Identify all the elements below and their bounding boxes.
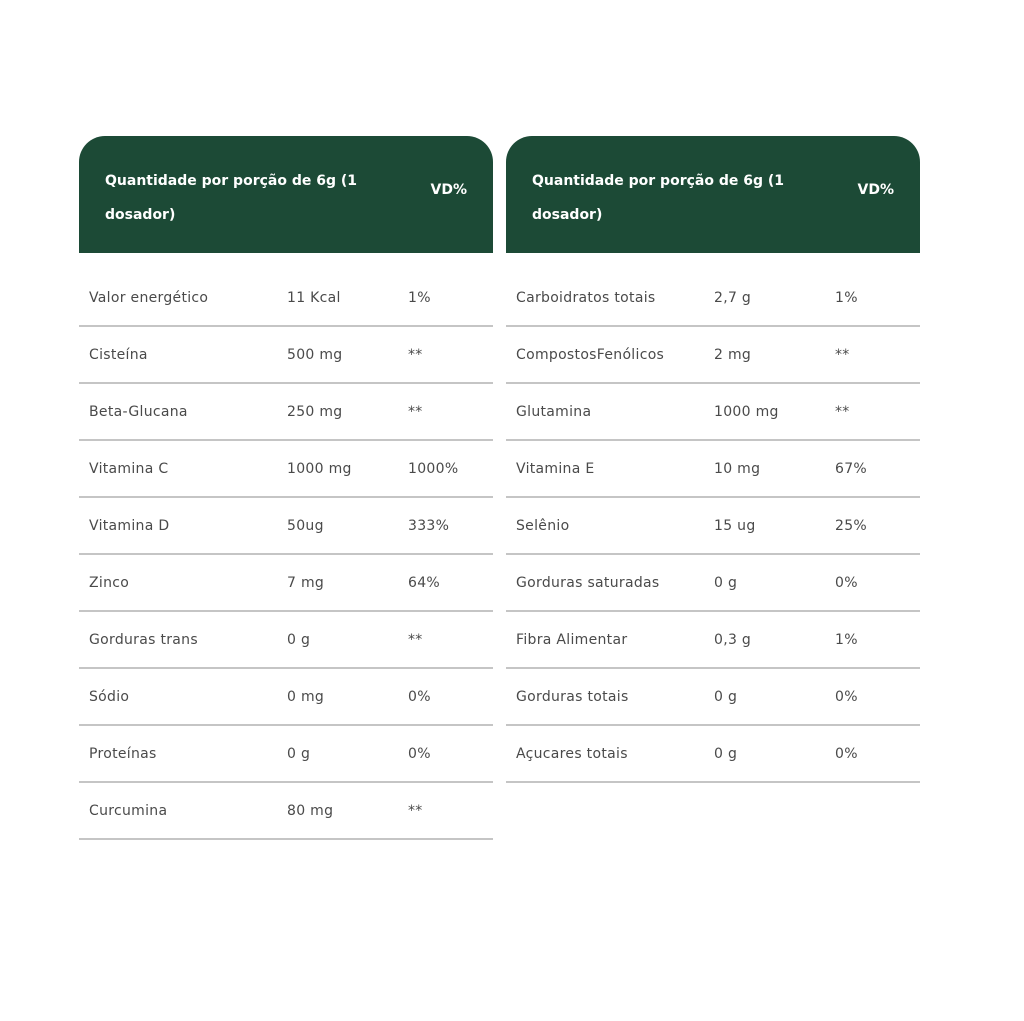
nutrient-daily-value: ** [835, 347, 850, 363]
table-header [506, 136, 920, 253]
nutrient-daily-value: 67% [835, 461, 868, 477]
nutrient-name: Fibra Alimentar [516, 632, 628, 648]
nutrient-amount: 50ug [287, 518, 324, 534]
nutrient-name: Gorduras totais [516, 689, 629, 705]
table-row [506, 726, 920, 783]
nutrient-amount: 1000 mg [714, 404, 779, 420]
table-row [79, 270, 493, 327]
nutrient-amount: 500 mg [287, 347, 343, 363]
table-row [506, 327, 920, 384]
nutrient-name: Açucares totais [516, 746, 628, 762]
table-row [79, 498, 493, 555]
nutrient-amount: 0 g [287, 632, 311, 648]
table-row [79, 555, 493, 612]
nutrition-table-left [79, 136, 493, 840]
table-row [79, 783, 493, 840]
table-row [506, 555, 920, 612]
nutrient-amount: 0 g [714, 689, 738, 705]
nutrient-daily-value: 333% [408, 518, 450, 534]
nutrient-daily-value: 1% [835, 632, 858, 648]
nutrient-daily-value: 1000% [408, 461, 459, 477]
table-body [79, 270, 493, 840]
table-row [506, 384, 920, 441]
nutrient-amount: 250 mg [287, 404, 343, 420]
table-row [79, 669, 493, 726]
nutrient-name: Proteínas [89, 746, 157, 762]
nutrient-name: Beta-Glucana [89, 404, 188, 420]
nutrient-name: Curcumina [89, 803, 168, 819]
nutrient-name: Zinco [89, 575, 130, 591]
nutrient-name: Cisteína [89, 347, 148, 363]
nutrient-amount: 11 Kcal [287, 290, 341, 306]
table-row [79, 441, 493, 498]
nutrient-daily-value: 0% [835, 575, 858, 591]
table-row [506, 498, 920, 555]
nutrient-name: Sódio [89, 689, 130, 705]
nutrient-amount: 0 mg [287, 689, 325, 705]
nutrient-daily-value: 0% [408, 689, 431, 705]
nutrient-daily-value: ** [408, 803, 423, 819]
nutrient-amount: 2 mg [714, 347, 752, 363]
nutrient-daily-value: ** [408, 347, 423, 363]
nutrient-name: Valor energético [89, 290, 209, 306]
table-header [79, 136, 493, 253]
nutrient-daily-value: 0% [835, 746, 858, 762]
table-row [506, 669, 920, 726]
nutrient-daily-value: 0% [835, 689, 858, 705]
nutrient-daily-value: ** [835, 404, 850, 420]
nutrient-name: Selênio [516, 518, 570, 534]
nutrient-name: Gorduras trans [89, 632, 198, 648]
nutrient-daily-value: ** [408, 404, 423, 420]
nutrient-daily-value: ** [408, 632, 423, 648]
table-row [79, 612, 493, 669]
serving-size-label: Quantidade por porção de 6g (1 dosador) [532, 173, 784, 223]
nutrient-amount: 1000 mg [287, 461, 352, 477]
table-body [506, 270, 920, 783]
nutrient-amount: 2,7 g [714, 290, 752, 306]
table-row [506, 441, 920, 498]
table-row [79, 726, 493, 783]
nutrient-amount: 10 mg [714, 461, 761, 477]
nutrient-amount: 7 mg [287, 575, 325, 591]
nutrient-amount: 0 g [287, 746, 311, 762]
nutrient-amount: 0 g [714, 746, 738, 762]
nutrient-daily-value: 64% [408, 575, 441, 591]
table-row [506, 270, 920, 327]
table-row [506, 612, 920, 669]
nutrient-amount: 80 mg [287, 803, 334, 819]
nutrient-name: Vitamina C [89, 461, 169, 477]
table-row [79, 384, 493, 441]
nutrient-amount: 0 g [714, 575, 738, 591]
table-row [79, 327, 493, 384]
nutrient-daily-value: 25% [835, 518, 868, 534]
nutrient-daily-value: 1% [835, 290, 858, 306]
nutrient-name: Glutamina [516, 404, 592, 420]
nutrient-name: Gorduras saturadas [516, 575, 660, 591]
nutrient-name: Vitamina D [89, 518, 170, 534]
nutrient-name: CompostosFenólicos [516, 347, 665, 363]
daily-value-header: VD% [857, 182, 894, 198]
nutrient-name: Vitamina E [516, 461, 595, 477]
nutrient-daily-value: 1% [408, 290, 431, 306]
nutrient-amount: 0,3 g [714, 632, 752, 648]
daily-value-header: VD% [430, 182, 467, 198]
nutrient-daily-value: 0% [408, 746, 431, 762]
serving-size-label: Quantidade por porção de 6g (1 dosador) [105, 173, 357, 223]
nutrition-table-right [506, 136, 920, 783]
nutrient-name: Carboidratos totais [516, 290, 656, 306]
nutrient-amount: 15 ug [714, 518, 756, 534]
